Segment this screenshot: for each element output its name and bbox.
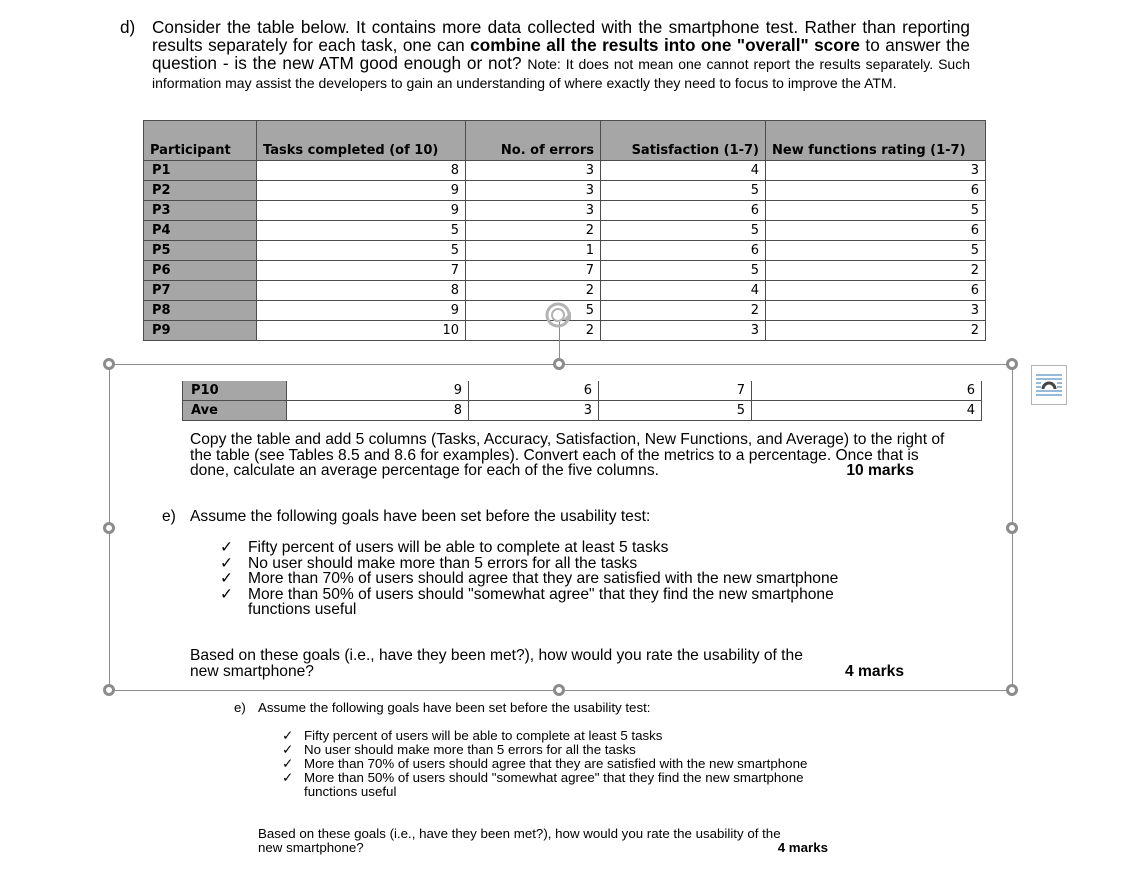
header-tasks-completed: Tasks completed (of 10) xyxy=(257,121,466,161)
question-e-label: e) xyxy=(234,700,246,715)
cell-satisfaction: 7 xyxy=(599,381,752,401)
cell-tasks: 9 xyxy=(257,301,466,321)
goals-list-duplicate xyxy=(282,729,842,799)
cell-errors: 7 xyxy=(466,261,601,281)
cell-satisfaction: 5 xyxy=(601,261,766,281)
question-d-text xyxy=(152,18,970,92)
cell-participant: P6 xyxy=(144,261,257,281)
checkmark-icon: ✓ xyxy=(282,728,294,743)
cell-participant: P9 xyxy=(144,321,257,341)
cell-tasks: 7 xyxy=(257,261,466,281)
cell-satisfaction: 6 xyxy=(601,241,766,261)
question-d xyxy=(120,18,970,92)
header-participant: Participant xyxy=(144,121,257,161)
goal-text: More than 70% of users should agree that they are satisfied with the new smartphone xyxy=(304,756,808,771)
cell-errors: 2 xyxy=(466,321,601,341)
resize-handle-bottom-middle[interactable] xyxy=(553,684,565,696)
goal-text: No user should make more than 5 errors for all the tasks xyxy=(304,742,636,757)
cell-new-functions: 4 xyxy=(752,401,982,421)
rating-question-marks: 4 marks xyxy=(845,663,904,680)
table-row xyxy=(144,221,986,241)
question-e-intro xyxy=(162,509,962,525)
cell-tasks: 9 xyxy=(257,201,466,221)
resize-handle-bottom-right[interactable] xyxy=(1006,684,1018,696)
cell-tasks: 9 xyxy=(287,381,469,401)
resize-handle-middle-right[interactable] xyxy=(1006,522,1018,534)
cell-satisfaction: 4 xyxy=(601,281,766,301)
cell-errors: 6 xyxy=(469,381,599,401)
question-e-intro-text: Assume the following goals have been set before the usability test: xyxy=(258,700,651,715)
goal-item xyxy=(282,771,842,799)
table-row-average xyxy=(183,401,982,421)
goal-text: Fifty percent of users will be able to complete at least 5 tasks xyxy=(248,539,669,556)
question-e-intro-text: Assume the following goals have been set before the usability test: xyxy=(190,508,651,525)
checkmark-icon: ✓ xyxy=(220,539,234,556)
goal-item xyxy=(282,729,842,743)
resize-handle-bottom-left[interactable] xyxy=(103,684,115,696)
checkmark-icon: ✓ xyxy=(282,770,294,785)
cell-participant: Ave xyxy=(183,401,287,421)
goals-list xyxy=(220,540,920,618)
cell-satisfaction: 2 xyxy=(601,301,766,321)
table-row xyxy=(183,381,982,401)
table-row xyxy=(144,241,986,261)
goal-item xyxy=(282,757,842,771)
checkmark-icon: ✓ xyxy=(282,742,294,757)
resize-handle-middle-left[interactable] xyxy=(103,522,115,534)
rating-question-line1: Based on these goals (i.e., have they been met?), how would you rate the usability of the xyxy=(258,826,781,841)
copy-table-instruction xyxy=(190,432,960,479)
cell-satisfaction: 5 xyxy=(601,221,766,241)
cell-tasks: 10 xyxy=(257,321,466,341)
cell-errors: 3 xyxy=(466,201,601,221)
cell-new-functions: 6 xyxy=(766,221,986,241)
cell-new-functions: 5 xyxy=(766,201,986,221)
cell-participant: P3 xyxy=(144,201,257,221)
cell-tasks: 9 xyxy=(257,181,466,201)
question-d-label: d) xyxy=(120,17,136,37)
cell-satisfaction: 6 xyxy=(601,201,766,221)
cell-new-functions: 5 xyxy=(766,241,986,261)
header-satisfaction: Satisfaction (1-7) xyxy=(601,121,766,161)
results-table-continued xyxy=(182,381,982,421)
goal-text: Fifty percent of users will be able to complete at least 5 tasks xyxy=(304,728,663,743)
rating-question xyxy=(190,648,960,680)
cell-satisfaction: 5 xyxy=(599,401,752,421)
layout-options-button[interactable] xyxy=(1031,365,1067,405)
layout-options-icon xyxy=(1032,366,1066,404)
cell-errors: 1 xyxy=(466,241,601,261)
resize-handle-top-right[interactable] xyxy=(1006,358,1018,370)
cell-new-functions: 6 xyxy=(766,181,986,201)
cell-participant: P2 xyxy=(144,181,257,201)
cell-new-functions: 2 xyxy=(766,321,986,341)
goal-item xyxy=(220,587,920,618)
cell-participant: P8 xyxy=(144,301,257,321)
table-header-row xyxy=(144,121,986,161)
copy-instruction-text: Copy the table and add 5 columns (Tasks, Accuracy, Satisfaction, New Functions, and Average) to the right of the table (see Tables 8.5 and 8.6 for examples). Convert each of the metrics to a percentage. Once that is done, calculate an average percentage for each of the five columns. xyxy=(190,431,945,479)
cell-errors: 5 xyxy=(466,301,601,321)
cell-errors: 3 xyxy=(469,401,599,421)
table-row xyxy=(144,181,986,201)
rating-question-marks: 4 marks xyxy=(777,840,828,855)
rating-question-line2: new smartphone? xyxy=(190,663,314,680)
cell-satisfaction: 4 xyxy=(601,161,766,181)
cell-participant: P1 xyxy=(144,161,257,181)
question-d-bold-text: combine all the results into one "overall" score xyxy=(470,35,860,55)
goal-text: More than 50% of users should "somewhat agree" that they find the new smartphone functions useful xyxy=(248,585,834,618)
cell-errors: 3 xyxy=(466,181,601,201)
goal-item xyxy=(220,571,920,587)
question-d-text-part1: Consider the table below. It contains more data collected with the smartphone test. Rather than reporting results separately for each task, one can xyxy=(152,17,970,55)
checkmark-icon: ✓ xyxy=(220,570,234,587)
cell-participant: P10 xyxy=(183,381,287,401)
checkmark-icon: ✓ xyxy=(220,585,234,603)
rating-question-duplicate xyxy=(258,827,878,855)
question-e-label: e) xyxy=(162,508,176,525)
rotate-handle-icon[interactable] xyxy=(543,300,577,330)
checkmark-icon: ✓ xyxy=(220,554,234,572)
cell-participant: P5 xyxy=(144,241,257,261)
goal-item xyxy=(282,743,842,757)
cell-tasks: 8 xyxy=(287,401,469,421)
cell-new-functions: 2 xyxy=(766,261,986,281)
cell-participant: P4 xyxy=(144,221,257,241)
cell-tasks: 5 xyxy=(257,221,466,241)
cell-new-functions: 6 xyxy=(752,381,982,401)
cell-new-functions: 3 xyxy=(766,301,986,321)
cell-new-functions: 6 xyxy=(766,281,986,301)
resize-handle-top-middle[interactable] xyxy=(553,358,565,370)
cell-tasks: 5 xyxy=(257,241,466,261)
cell-satisfaction: 5 xyxy=(601,181,766,201)
resize-handle-top-left[interactable] xyxy=(103,358,115,370)
goal-text: No user should make more than 5 errors for all the tasks xyxy=(248,554,638,572)
table-row xyxy=(144,261,986,281)
rating-question-line1: Based on these goals (i.e., have they been met?), how would you rate the usability of the xyxy=(190,647,803,664)
table-row xyxy=(144,161,986,181)
cell-errors: 2 xyxy=(466,281,601,301)
copy-instruction-marks: 10 marks xyxy=(846,462,914,479)
goal-item xyxy=(220,556,920,572)
rating-question-line2: new smartphone? xyxy=(258,840,364,855)
goal-text: More than 50% of users should "somewhat agree" that they find the new smartphone functions useful xyxy=(304,770,804,799)
goal-item xyxy=(220,540,920,556)
cell-satisfaction: 3 xyxy=(601,321,766,341)
header-errors: No. of errors xyxy=(466,121,601,161)
question-d-text-part2: to answer the question - is the new ATM good enough or not? xyxy=(152,35,970,73)
cell-errors: 2 xyxy=(466,221,601,241)
question-d-note: Note: It does not mean one cannot report the results separately. Such information may assist the developers to gain an understanding of where exactly they need to focus to improve the ATM. xyxy=(152,56,970,91)
goal-text: More than 70% of users should agree that they are satisfied with the new smartphone xyxy=(248,570,839,587)
cell-new-functions: 3 xyxy=(766,161,986,181)
cell-participant: P7 xyxy=(144,281,257,301)
cell-tasks: 8 xyxy=(257,161,466,181)
table-row xyxy=(144,281,986,301)
cell-errors: 3 xyxy=(466,161,601,181)
cell-tasks: 8 xyxy=(257,281,466,301)
checkmark-icon: ✓ xyxy=(282,756,294,771)
question-e-intro-duplicate xyxy=(234,701,874,715)
header-new-functions: New functions rating (1-7) xyxy=(766,121,986,161)
table-row xyxy=(144,201,986,221)
